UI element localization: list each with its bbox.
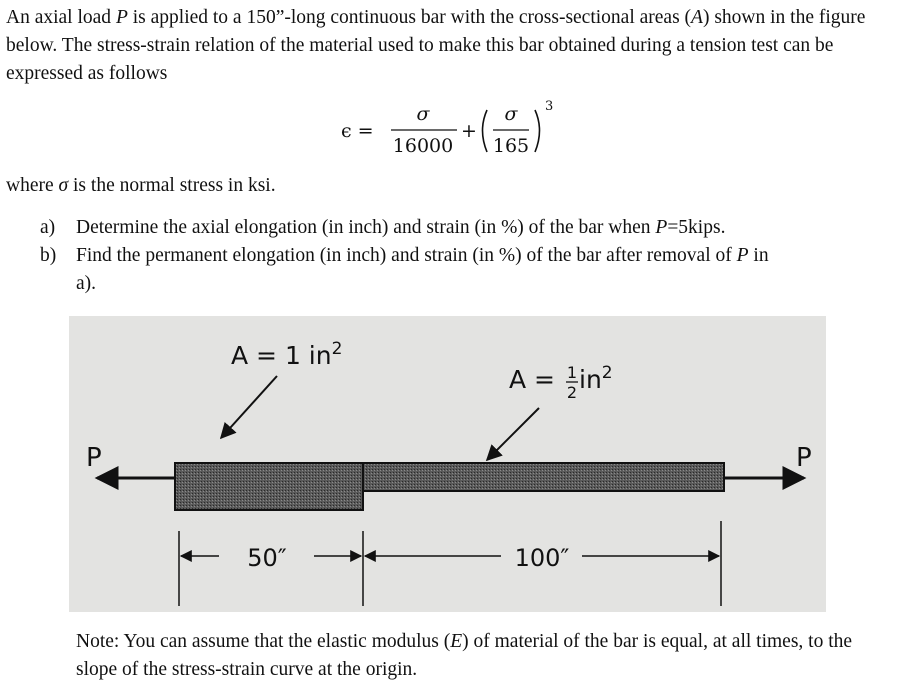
area-left-label: A = 1 $in^2$: [231, 339, 343, 370]
sigma-symbol: σ: [58, 175, 69, 196]
equation-exponent: 3: [545, 99, 554, 114]
note-paragraph: [76, 628, 896, 684]
dim-right-label: 100″: [514, 544, 570, 572]
modulus-symbol-E: E: [450, 631, 463, 652]
stress-strain-equation: [341, 92, 591, 162]
equation-numerator-2: σ: [504, 103, 518, 125]
part-a-text-1: Determine the axial elongation (in inch) and strain (in %) of the bar when: [76, 217, 656, 238]
bar-figure: [69, 316, 826, 612]
area-right-half-den: 2: [566, 383, 578, 402]
problem-intro: [6, 4, 896, 88]
part-b-label: b): [40, 245, 57, 266]
area-right-leader: [487, 408, 539, 460]
left-paren: [483, 110, 488, 152]
part-a: [40, 214, 896, 242]
equation-denominator-1: 16000: [392, 135, 454, 157]
part-b-P: P: [736, 245, 749, 266]
load-right-label: P: [796, 443, 812, 473]
intro-text-1: An axial load: [6, 7, 116, 28]
equation-denominator-2: 165: [492, 135, 530, 157]
part-a-P: P: [655, 217, 668, 238]
area-right-label: A =: [509, 365, 555, 394]
part-b-text-1: Find the permanent elongation (in inch) and strain (in %) of the bar after removal of: [76, 245, 737, 266]
load-symbol-P: P: [115, 7, 128, 28]
where-text-2: is the normal stress in ksi.: [68, 175, 276, 196]
right-paren: [535, 110, 540, 152]
thick-bar-segment: [175, 463, 363, 510]
part-a-text-2: =5kips.: [667, 217, 726, 238]
area-right-half-num: 1: [566, 363, 578, 382]
intro-text-3: ) shown in the figure below. The stress-strain relation of the material used to make this bar obtained during a tension test can be expressed as follows: [6, 7, 866, 84]
area-left-leader: [221, 376, 277, 438]
note-text-1: Note: You can assume that the elastic modulus (: [76, 631, 451, 652]
load-left-label: P: [86, 443, 102, 473]
intro-text-2: is applied to a 150”-long continuous bar with the cross-sectional areas (: [127, 7, 692, 28]
equation-plus: +: [461, 120, 477, 142]
thin-bar-segment: [363, 463, 724, 491]
dim-left-label: 50″: [247, 544, 287, 572]
where-text-1: where: [6, 175, 59, 196]
area-symbol-A: A: [691, 7, 703, 28]
part-b-continuation: a).: [76, 273, 97, 294]
equation-numerator-1: σ: [416, 103, 430, 125]
part-a-label: a): [40, 217, 56, 238]
area-right-unit: $in^2$: [579, 363, 613, 394]
part-b: [40, 242, 896, 270]
part-b-text-2: in: [748, 245, 769, 266]
note-text-2: ) of material of the bar is equal, at all times, to the slope of the stress-strain curve at the origin.: [76, 631, 853, 680]
equation-lhs: ϵ =: [341, 120, 374, 142]
where-clause: [6, 172, 276, 200]
